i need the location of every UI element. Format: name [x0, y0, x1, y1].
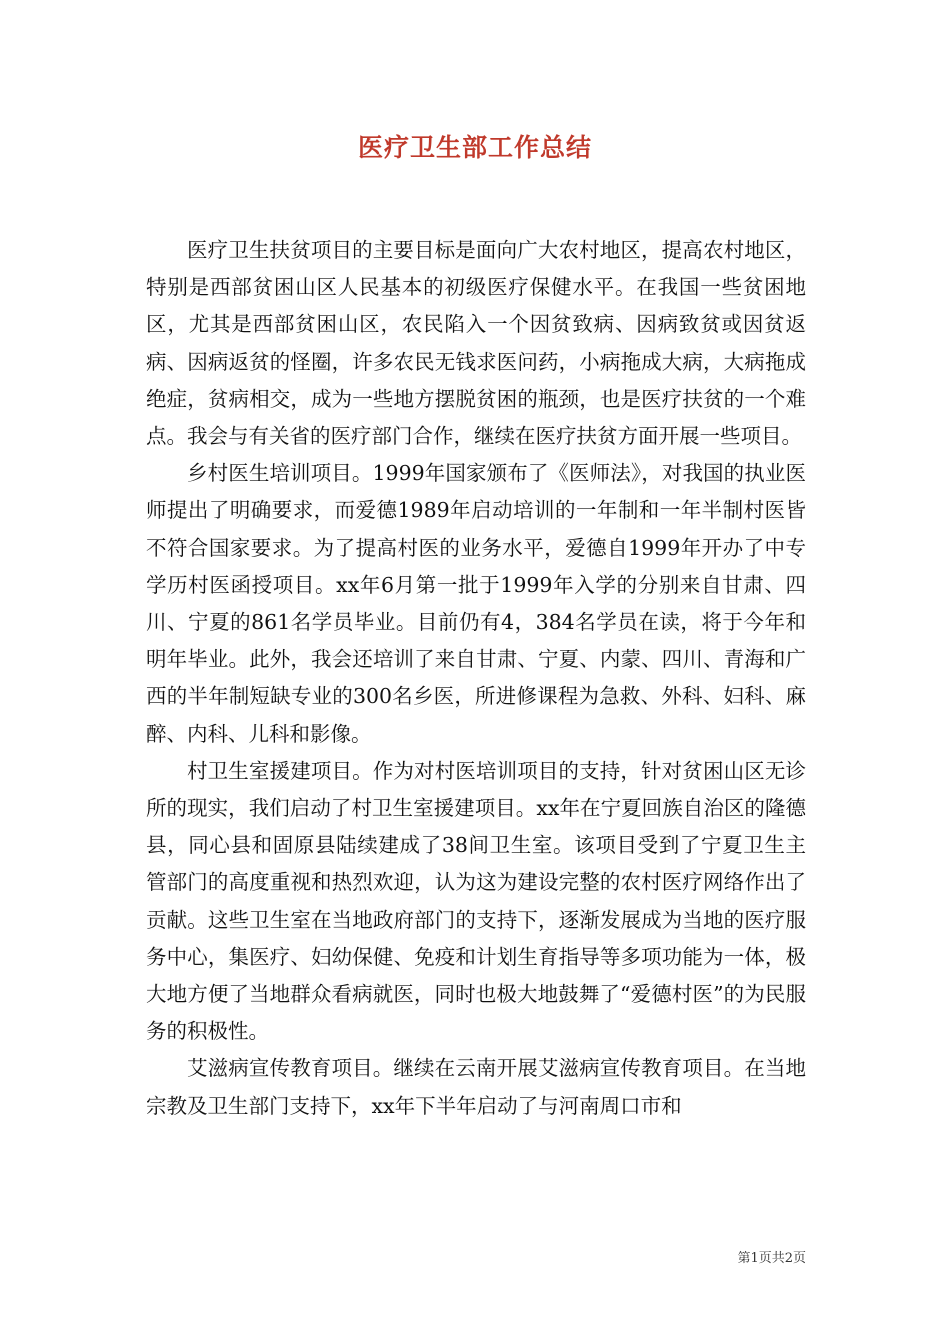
page-number-footer: 第1页共2页 [737, 1251, 806, 1266]
paragraph-aids-education: 艾滋病宣传教育项目。继续在云南开展艾滋病宣传教育项目。在当地宗教及卫生部门支持下，xx年下半年启动了与河南周口市和 [146, 1056, 806, 1118]
paragraph-intro: 医疗卫生扶贫项目的主要目标是面向广大农村地区，提高农村地区，特别是西部贫困山区人民基本的初级医疗保健水平。在我国一些贫困地区，尤其是西部贫困山区，农民陷入一个因贫致病、因病致贫或因贫返病、因病返贫的怪圈，许多农民无钱求医问药，小病拖成大病，大病拖成绝症，贫病相交，成为一些地方摆脱贫困的瓶颈，也是医疗扶贫的一个难点。我会与有关省的医疗部门合作，继续在医疗扶贫方面开展一些项目。 [146, 238, 806, 449]
paragraph-village-clinic-construction: 村卫生室援建项目。作为对村医培训项目的支持，针对贫困山区无诊所的现实，我们启动了村卫生室援建项目。xx年在宁夏回族自治区的隆德县，同心县和固原县陆续建成了38间卫生室。该项目受到了宁夏卫生主管部门的高度重视和热烈欢迎，认为这为建设完整的农村医疗网络作出了贡献。这些卫生室在当地政府部门的支持下，逐渐发展成为当地的医疗服务中心，集医疗、妇幼保健、免疫和计划生育指导等多项功能为一体，极大地方便了当地群众看病就医，同时也极大地鼓舞了“爱德村医”的为民服务的积极性。 [146, 758, 806, 1044]
document-body [146, 232, 806, 1125]
paragraph-village-doctor-training: 乡村医生培训项目。1999年国家颁布了《医师法》，对我国的执业医师提出了明确要求，而爱德1989年启动培训的一年制和一年半制村医皆不符合国家要求。为了提高村医的业务水平，爱德自1999年开办了中专学历村医函授项目。xx年6月第一批于1999年入学的分别来自甘肃、四川、宁夏的861名学员毕业。目前仍有4，384名学员在读，将于今年和明年毕业。此外，我会还培训了来自甘肃、宁夏、内蒙、四川、青海和广西的半年制短缺专业的300名乡医，所进修课程为急救、外科、妇科、麻醉、内科、儿科和影像。 [146, 461, 806, 746]
document-title: 医疗卫生部工作总结 [357, 133, 592, 162]
